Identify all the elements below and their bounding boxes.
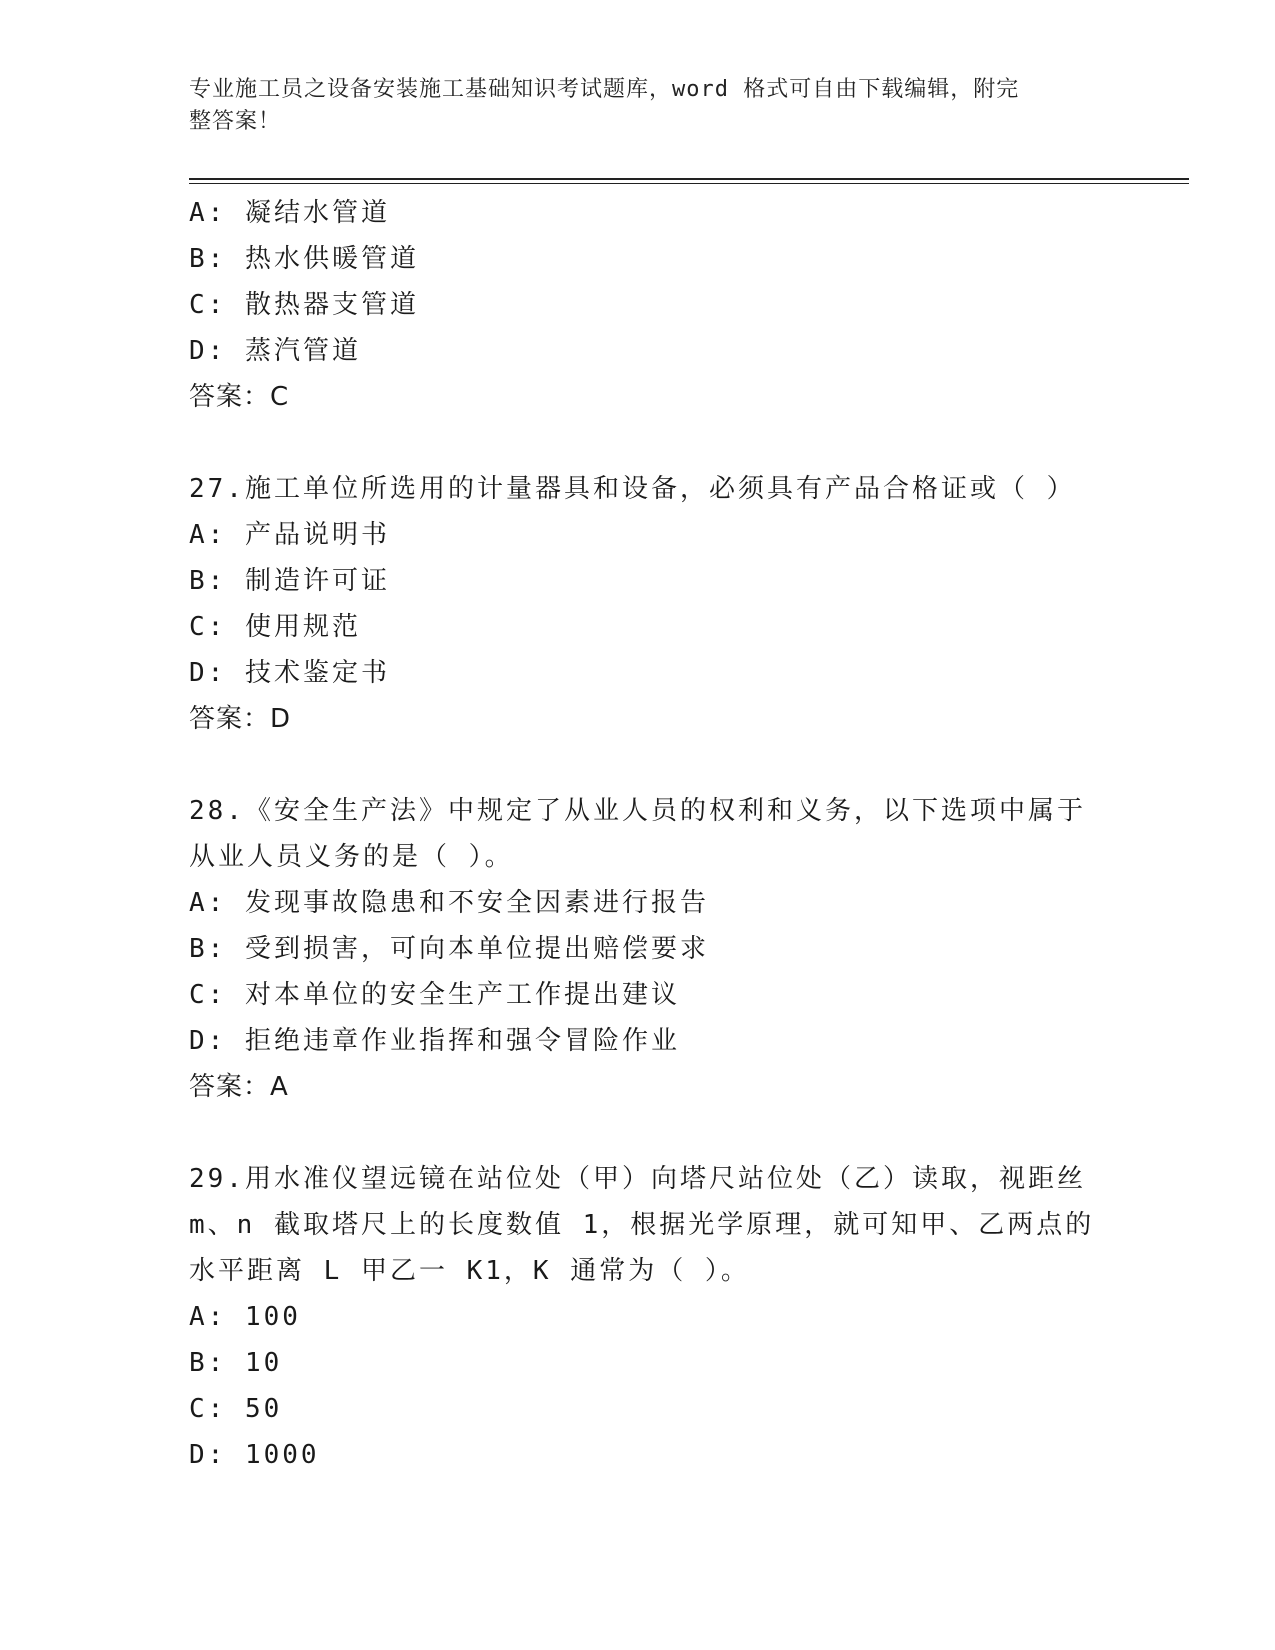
option-c: C: 使用规范	[189, 612, 361, 642]
option-a: A: 凝结水管道	[189, 198, 390, 228]
question-list	[189, 190, 1189, 1478]
option-b: B: 热水供暖管道	[189, 244, 419, 274]
option-d: D: 技术鉴定书	[189, 658, 390, 688]
question-stem-line-1: 29.用水准仪望远镜在站位处（甲）向塔尺站位处（乙）读取，视距丝	[189, 1164, 1086, 1194]
option-c: C: 50	[189, 1394, 283, 1424]
question-28	[189, 788, 1189, 1110]
answer-line: 答案：D	[189, 704, 292, 734]
header-line-1: 专业施工员之设备安装施工基础知识考试题库，word 格式可自由下载编辑，附完	[189, 77, 1020, 102]
question-stem-line-1: 28.《安全生产法》中规定了从业人员的权利和义务，以下选项中属于	[189, 796, 1086, 826]
question-stem: 27.施工单位所选用的计量器具和设备，必须具有产品合格证或（ ）	[189, 474, 1076, 504]
option-d: D: 蒸汽管道	[189, 336, 361, 366]
option-b: B: 制造许可证	[189, 566, 390, 596]
option-a: A: 发现事故隐患和不安全因素进行报告	[189, 888, 709, 918]
spacer	[189, 1110, 1189, 1156]
header-divider-thin	[189, 183, 1189, 184]
question-27	[189, 466, 1189, 742]
option-a: A: 100	[189, 1302, 301, 1332]
question-stem-line-3: 水平距离 L 甲乙一 K1，K 通常为（ ）。	[189, 1256, 750, 1286]
question-stem-line-2: m、n 截取塔尺上的长度数值 1，根据光学原理，就可知甲、乙两点的	[189, 1210, 1095, 1240]
spacer	[189, 742, 1189, 788]
document-header	[189, 74, 1089, 138]
header-line-2: 整答案！	[189, 109, 282, 134]
option-a: A: 产品说明书	[189, 520, 390, 550]
option-b: B: 受到损害，可向本单位提出赔偿要求	[189, 934, 709, 964]
option-d: D: 拒绝违章作业指挥和强令冒险作业	[189, 1026, 680, 1056]
option-b: B: 10	[189, 1348, 283, 1378]
question-26	[189, 190, 1189, 420]
answer-line: 答案：A	[189, 1072, 289, 1102]
header-divider	[189, 178, 1189, 180]
answer-line: 答案：C	[189, 382, 290, 412]
option-c: C: 散热器支管道	[189, 290, 419, 320]
option-d: D: 1000	[189, 1440, 320, 1470]
spacer	[189, 420, 1189, 466]
question-29	[189, 1156, 1189, 1478]
option-c: C: 对本单位的安全生产工作提出建议	[189, 980, 680, 1010]
question-stem-line-2: 从业人员义务的是（ ）。	[189, 842, 514, 872]
